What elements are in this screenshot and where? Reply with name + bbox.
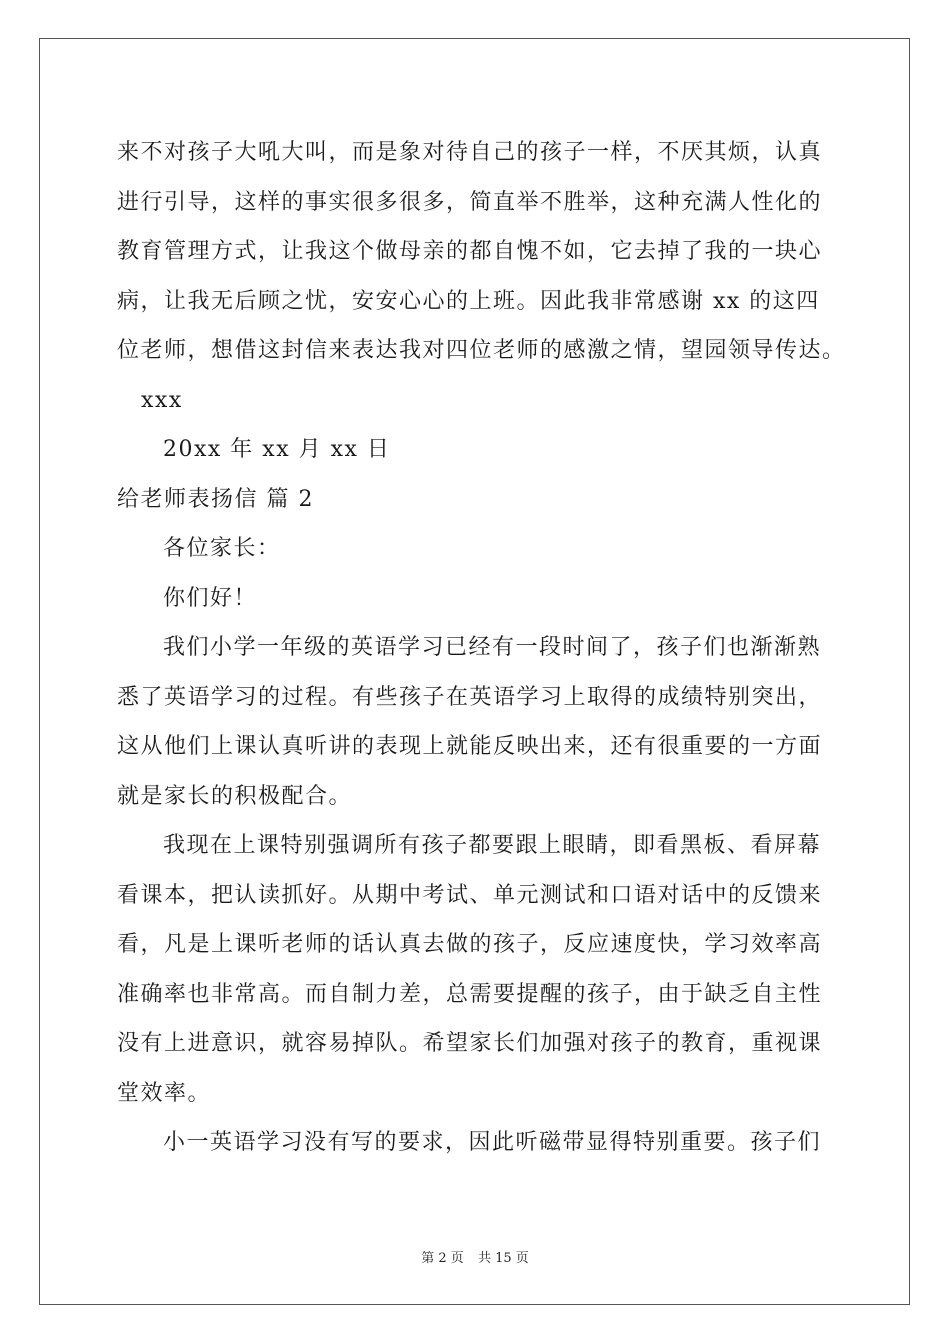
greeting: 你们好！ [163,585,258,611]
paragraph-line: 看课本，把认读抓好。从期中考试、单元测试和口语对话中的反馈来 [117,882,823,908]
paragraph-line: 就是家长的积极配合。 [117,783,353,809]
paragraph-line: 准确率也非常高。而自制力差，总需要提醒的孩子，由于缺乏自主性 [117,981,823,1007]
paragraph-line: 我们小学一年级的英语学习已经有一段时间了，孩子们也渐渐熟 [163,635,822,660]
page-number: 第 2 页 [421,1251,464,1266]
paragraph-line: 悉了英语学习的过程。有些孩子在英语学习上取得的成绩特别突出， [117,684,823,710]
paragraph-line: 位老师，想借这封信来表达我对四位老师的感激之情，望园领导传达。 [117,338,846,363]
paragraph-line: 来不对孩子大吼大叫，而是象对待自己的孩子一样，不厌其烦，认真 [117,140,823,165]
paragraph-line: 看，凡是上课听老师的话认真去做的孩子，反应速度快，学习效率高 [117,932,823,957]
salutation: 各位家长： [163,536,281,561]
signature-name: xxx [141,387,183,413]
paragraph-line: 小一英语学习没有写的要求，因此听磁带显得特别重要。孩子们 [163,1130,822,1155]
paragraph-line: 病，让我无后顾之忧，安安心心的上班。因此我非常感谢 xx 的这四 [117,288,820,314]
paragraph-line: 教育管理方式，让我这个做母亲的都自愧不如，它去掉了我的一块心 [117,239,823,264]
signature-date: 20xx 年 xx 月 xx 日 [163,437,391,462]
page-total: 共 15 页 [477,1251,529,1266]
paragraph-line: 这从他们上课认真听讲的表现上就能反映出来，还有很重要的一方面 [117,734,823,759]
document-body [117,128,846,1168]
paragraph-line: 进行引导，这样的事实很多很多，简直举不胜举，这种充满人性化的 [117,189,823,215]
paragraph-line: 没有上进意识，就容易掉队。希望家长们加强对孩子的教育，重视课 [117,1031,823,1056]
page-footer [0,1247,950,1266]
paragraph-line: 堂效率。 [117,1080,212,1106]
paragraph-line: 我现在上课特别强调所有孩子都要跟上眼睛，即看黑板、看屏幕 [163,833,822,858]
section-title: 给老师表扬信 篇 2 [117,486,314,512]
